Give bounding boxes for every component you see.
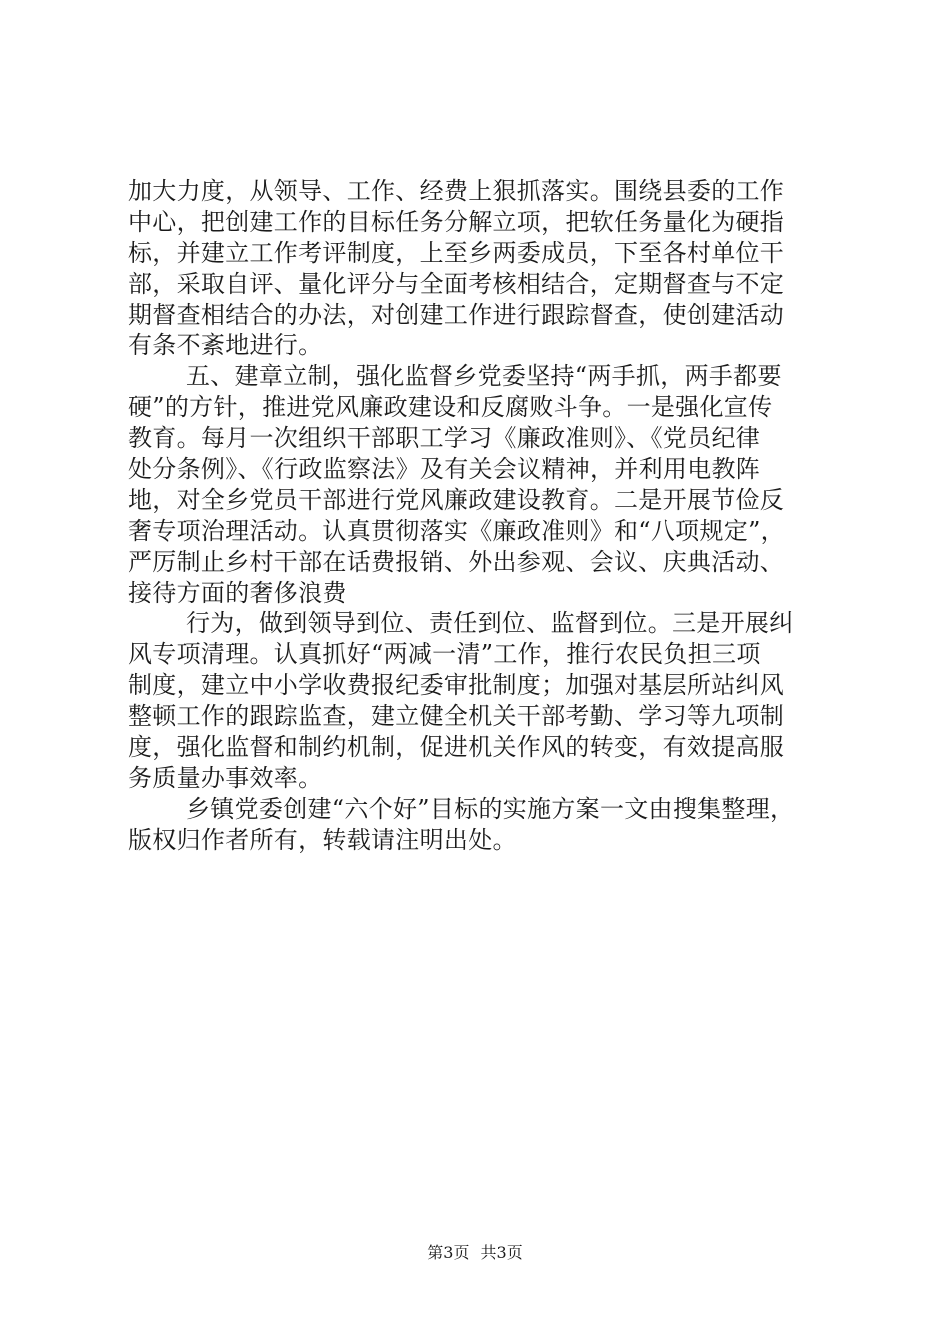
body-line: 奢专项治理活动。认真贯彻落实《廉政准则》和“八项规定”， (128, 516, 785, 545)
body-line-indented: 乡镇党委创建“六个好”目标的实施方案一文由搜集整理， (186, 794, 795, 823)
body-line: 务质量办事效率。 (128, 763, 323, 792)
body-line: 期督查相结合的办法，对创建工作进行跟踪督查，使创建活动 (128, 300, 785, 329)
body-line: 加大力度，从领导、工作、经费上狠抓落实。围绕县委的工作 (128, 177, 785, 205)
body-line: 标，并建立工作考评制度，上至乡两委成员，下至各村单位干 (128, 238, 785, 267)
body-line: 部，采取自评、量化评分与全面考核相结合，定期督查与不定 (128, 269, 785, 298)
body-line: 处分条例》、《行政监察法》及有关会议精神，并利用电教阵 (128, 455, 761, 484)
body-line: 整顿工作的跟踪监查，建立健全机关干部考勤、学习等九项制 (128, 702, 785, 731)
body-line: 版权归作者所有，转载请注明出处。 (128, 825, 517, 854)
body-line: 教育。每月一次组织干部职工学习《廉政准则》、《党员纪律 (128, 424, 761, 453)
body-line: 地，对全乡党员干部进行党风廉政建设教育。二是开展节俭反 (128, 485, 785, 514)
document-body (128, 176, 828, 856)
body-line: 接待方面的奢侈浪费 (128, 578, 347, 607)
body-line-indented: 五、建章立制，强化监督乡党委坚持“两手抓，两手都要 (186, 362, 782, 391)
body-line: 严厉制止乡村干部在话费报销、外出参观、会议、庆典活动、 (128, 547, 785, 576)
body-line: 风专项清理。认真抓好“两减一清”工作，推行农民负担三项 (128, 640, 761, 669)
page-footer (0, 1243, 950, 1263)
body-line: 有条不紊地进行。 (128, 331, 323, 360)
body-line: 硬”的方针，推进党风廉政建设和反腐败斗争。一是强化宣传 (128, 393, 773, 422)
body-line: 制度，建立中小学收费报纪委审批制度；加强对基层所站纠风 (128, 671, 785, 700)
body-line-indented: 行为，做到领导到位、责任到位、监督到位。三是开展纠 (186, 609, 794, 638)
body-line: 度，强化监督和制约机制，促进机关作风的转变，有效提高服 (128, 733, 785, 762)
page-number: 第3页 (427, 1243, 470, 1262)
body-line: 中心，把创建工作的目标任务分解立项，把软任务量化为硬指 (128, 207, 785, 236)
page-total: 共3页 (480, 1243, 523, 1262)
